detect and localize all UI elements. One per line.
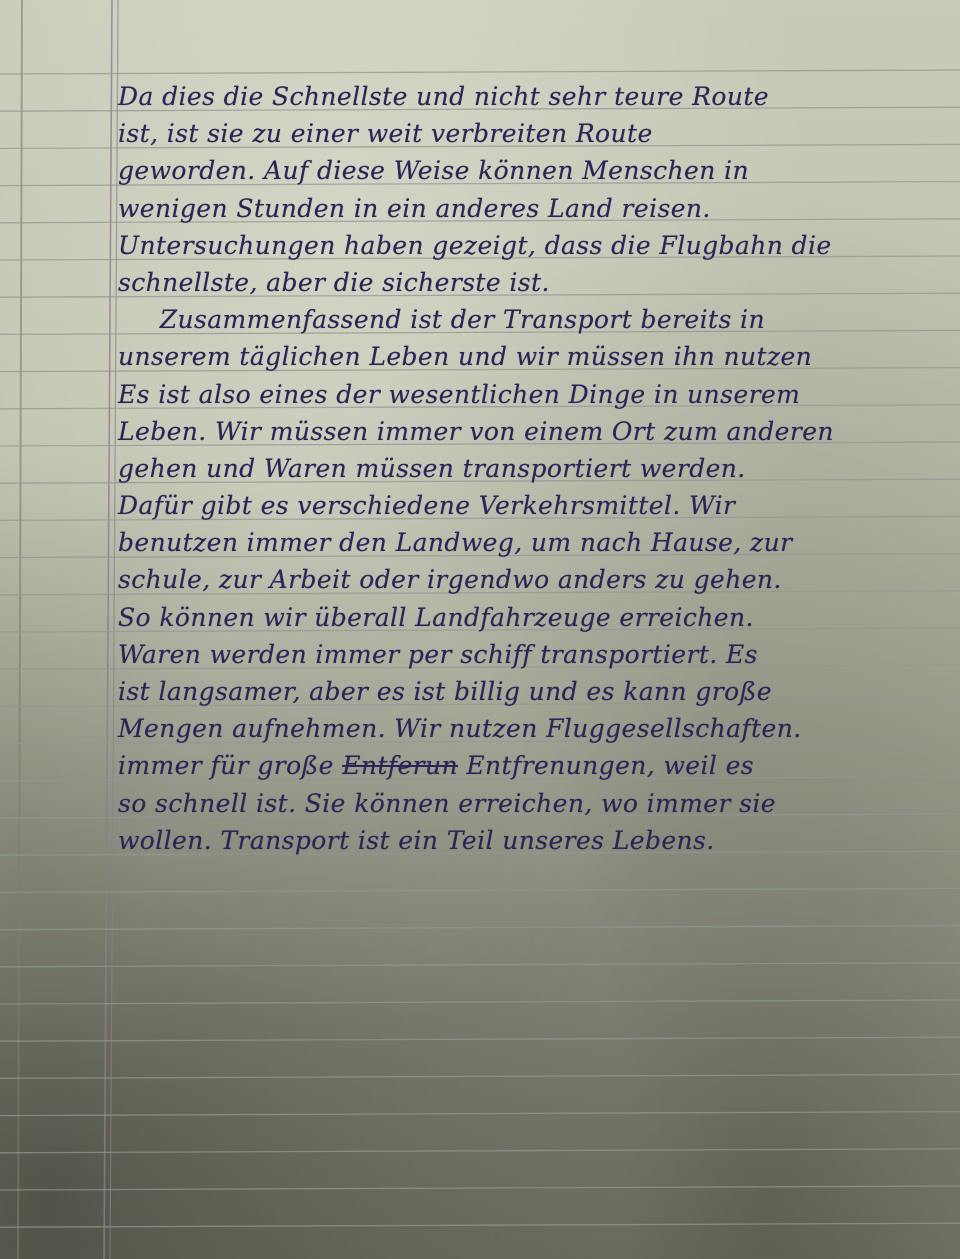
text-line: Dafür gibt es verschiedene Verkehrsmittel. Wir xyxy=(118,491,736,521)
ruled-line xyxy=(0,1000,960,1004)
text-line: Mengen aufnehmen. Wir nutzen Fluggesellschaften. xyxy=(118,714,802,744)
text-line: schnellste, aber die sicherste ist. xyxy=(118,267,550,297)
text-line: so schnell ist. Sie können erreichen, wo immer sie xyxy=(118,788,776,818)
text-line: wenigen Stunden in ein anderes Land reisen. xyxy=(118,193,711,223)
text-line: ist, ist sie zu einer weit verbreiten Route xyxy=(118,119,653,149)
text-line: Es ist also eines der wesentlichen Dinge in unserem xyxy=(118,379,801,409)
ruled-line xyxy=(0,1112,960,1116)
ruled-line xyxy=(0,1149,960,1153)
text-line: wollen. Transport ist ein Teil unseres Lebens. xyxy=(118,825,715,855)
handwritten-text xyxy=(118,72,960,853)
text-line: Waren werden immer per schiff transportiert. Es xyxy=(118,639,758,669)
text-line: schule, zur Arbeit oder irgendwo anders zu gehen. xyxy=(118,565,782,595)
text-line: geworden. Auf diese Weise können Menschen in xyxy=(118,156,749,186)
text-line: Untersuchungen haben gezeigt, dass die Flugbahn die xyxy=(118,230,832,260)
ruled-line xyxy=(0,1037,960,1041)
ruled-line xyxy=(0,1186,960,1190)
text-line: Leben. Wir müssen immer von einem Ort zum anderen xyxy=(118,416,834,446)
text-line: gehen und Waren müssen transportiert werden. xyxy=(118,453,746,483)
ruled-line xyxy=(0,1223,960,1227)
crossed-out-word: Entferun xyxy=(342,751,459,781)
text-line: ist langsamer, aber es ist billig und es kann große xyxy=(118,677,772,706)
text-line: benutzen immer den Landweg, um nach Hause, zur xyxy=(118,528,793,558)
text-line: unserem täglichen Leben und wir müssen ihn nutzen xyxy=(118,342,813,372)
ruled-line xyxy=(0,963,960,967)
page-edge xyxy=(18,0,22,1259)
line-text-start: immer für große xyxy=(118,751,343,781)
text-line: So können wir überall Landfahrzeuge erreichen. xyxy=(118,602,754,632)
ruled-line xyxy=(0,926,960,930)
ruled-line xyxy=(0,1074,960,1078)
text-line: Zusammenfassend ist der Transport bereits in xyxy=(118,305,765,335)
line-text-end: Entfrenungen, weil es xyxy=(458,751,755,781)
text-line xyxy=(118,741,960,781)
text-line: Da dies die Schnellste und nicht sehr teure Route xyxy=(118,82,769,111)
ruled-line xyxy=(0,888,960,892)
